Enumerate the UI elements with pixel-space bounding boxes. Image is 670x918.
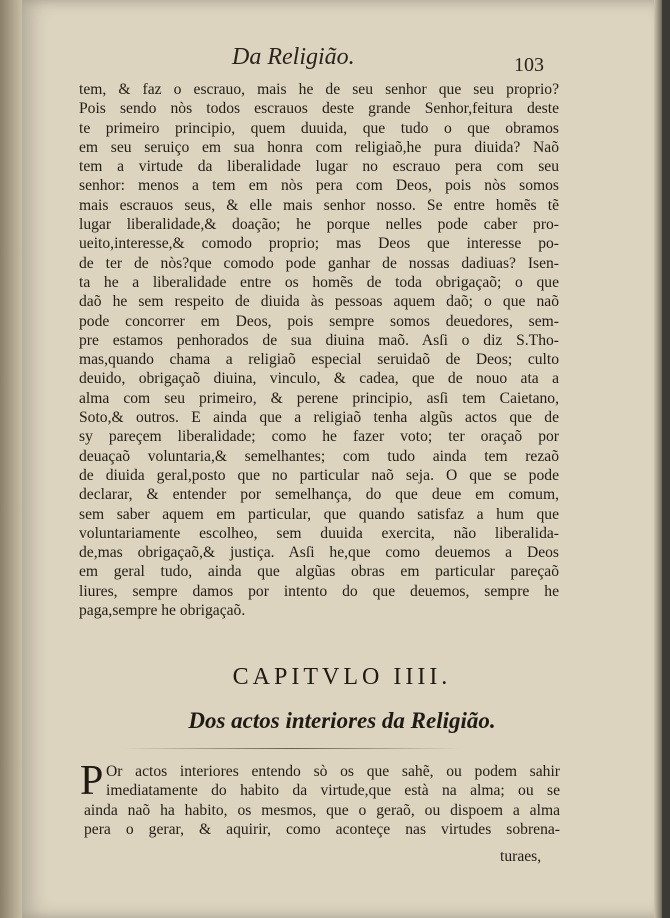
- text-line: imediatamente do habito da virtude,que està na alma; ou se: [106, 782, 560, 800]
- text-line: declarar, & entender por semelhança, do que deue em comum,: [79, 486, 559, 504]
- book-page: [22, 0, 662, 918]
- page-gutter-shadow: [0, 0, 22, 918]
- drop-cap: P: [80, 758, 104, 804]
- heading-divider: [122, 748, 462, 749]
- text-line: mas,quando chama a religiaõ especial seruidaõ de Deos; culto: [79, 351, 559, 369]
- text-line: paga,sempre he obrigaçaõ.: [79, 602, 246, 620]
- running-title: Da Religião.: [232, 44, 355, 70]
- chapter-heading: CAPITVLO IIII.: [232, 664, 452, 690]
- text-line: liures, sempre damos por intento do que deuemos, sempre he: [79, 582, 559, 600]
- text-line: pode concorrer em Deos, pois sempre somos deuedores, sem-: [79, 312, 559, 330]
- text-line: pre estamos penhorados de sua diuina maõ. Asſi o diz S.Tho-: [79, 331, 559, 349]
- text-line: de diuida geral,posto que no particular naõ seja. O que se pode: [79, 466, 559, 484]
- text-line: Or actos interiores entendo sò os que sahẽ, ou podem sahir: [106, 763, 560, 780]
- text-line: em geral tudo, ainda que algũas obras em particular pareçaõ: [79, 563, 559, 581]
- text-line: deuido, obrigaçaõ diuina, vinculo, & cadea, que de nouo ata a: [79, 370, 559, 388]
- text-line: deuaçaõ voluntaria,& semelhantes; com tudo ainda tem rezaõ: [79, 447, 559, 465]
- page-number: 103: [514, 54, 544, 76]
- page-edge: [654, 0, 662, 918]
- text-line: te primeiro principio, quem duuida, que tudo o que obramos: [79, 119, 559, 137]
- text-line: lugar liberalidade,& doação; he porque nelles pode caber pro-: [79, 216, 559, 234]
- text-line: sem saber aquem em particular, que quando satisfaz a hum que: [79, 505, 559, 523]
- text-line: em seu seruiço em sua honra com religiaõ,he pura diuida? Naõ: [79, 138, 559, 156]
- text-line: sy pareçem liberalidade; como he fazer voto; ter oraçaõ por: [79, 428, 559, 446]
- catchword: turaes,: [500, 848, 542, 865]
- chapter-subtitle: Dos actos interiores da Religião.: [188, 708, 496, 733]
- text-line: de ter de nòs?que comodo pode ganhar de nossas dadiuas? Isen-: [79, 254, 559, 272]
- body-text: [79, 80, 559, 620]
- text-line: Soto,& outros. E ainda que a religiaõ tenha algũs actos que de: [79, 409, 559, 427]
- text-line: senhor: menos a tem em nòs pera com Deos, pois nòs somos: [79, 177, 559, 195]
- text-line: tem, & faz o escrauo, mais he de seu senhor que seu proprio?: [79, 81, 559, 98]
- text-line: alma com seu primeiro, & perene principio, asſi tem Caietano,: [79, 389, 559, 407]
- text-line: ueito,interesse,& comodo proprio; mas Deos que interesse po-: [79, 235, 559, 253]
- text-line: pera o gerar, & aquirir, como aconteçe nas virtudes sobrena-: [84, 820, 560, 838]
- text-line: Pois sendo nòs todos escrauos deste grande Senhor,feitura deste: [79, 100, 559, 118]
- text-line: de,mas obrigaçaõ,& justiça. Asſi he,que como deuemos a Deos: [79, 544, 559, 562]
- text-line: daõ he sem respeito de diuida às pessoas aquem daõ; o que naõ: [79, 293, 559, 311]
- chapter-paragraph: [80, 758, 560, 839]
- text-line: ta he a liberalidade entre os homẽs de toda obrigaçaõ; o que: [79, 273, 559, 291]
- text-line: tem a virtude da liberalidade lugar no escrauo pera com seu: [79, 158, 559, 176]
- text-line: ainda naõ ha habito, os mesmos, que o geraõ, ou dispoem a alma: [84, 801, 560, 819]
- text-line: mais escrauos seus, & elle mais senhor nosso. Se entre homẽs tẽ: [79, 196, 559, 214]
- text-line: voluntariamente escolheo, sem duuida exercita, não liberalida-: [79, 524, 559, 542]
